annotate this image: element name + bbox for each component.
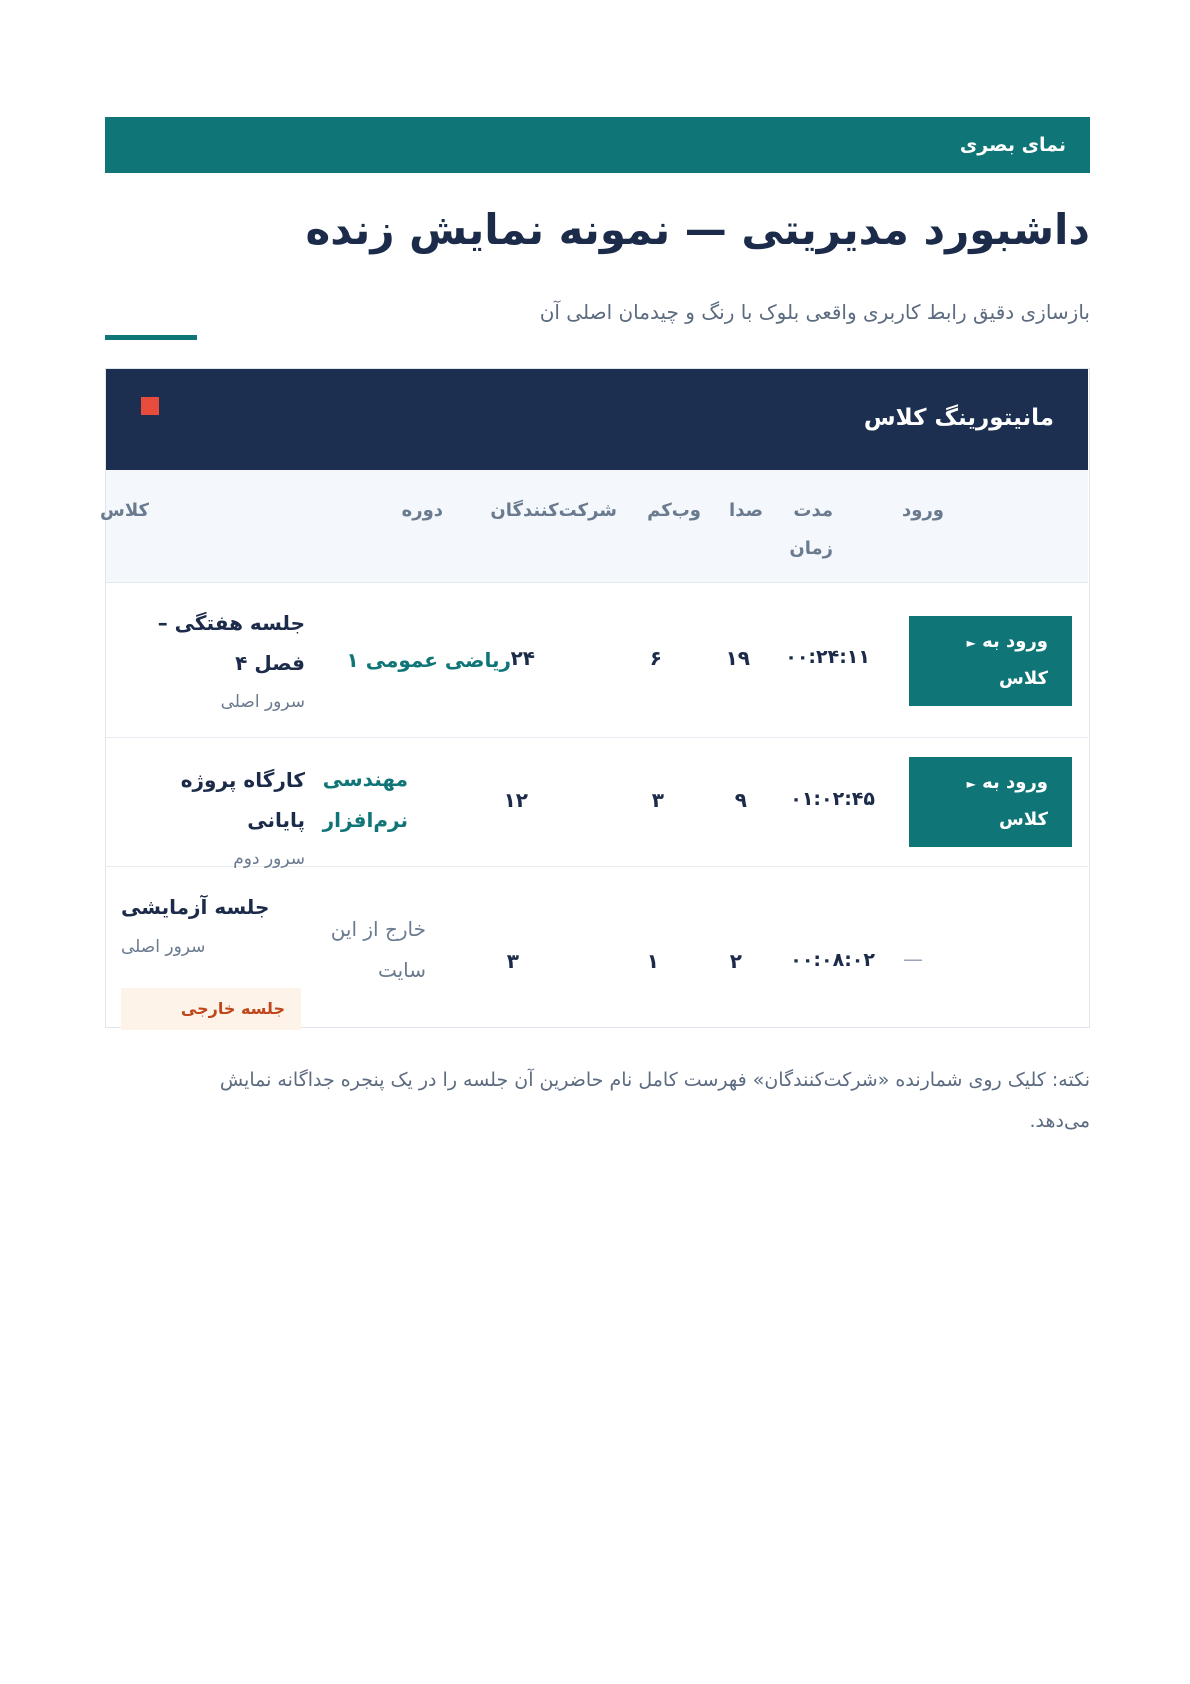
arrow-icon: ► (966, 777, 976, 791)
panel-header (106, 369, 1088, 470)
accent-divider (105, 335, 197, 340)
table-row (106, 867, 1088, 1029)
banner-label: نمای بصری (959, 134, 1066, 156)
participants-counter[interactable]: ۲۴ (510, 646, 535, 670)
class-name: جلسه آزمایشی (121, 895, 270, 919)
webcam-count: ۶ (649, 646, 662, 670)
table-header (100, 470, 1088, 583)
join-class-button[interactable]: ورود به ► کلاس (909, 616, 1072, 706)
audio-count: ۱۹ (725, 646, 750, 670)
webcam-count: ۱ (646, 949, 659, 973)
server-label: سرور دوم (233, 849, 305, 869)
session-duration: ۰۰:۲۴:۱۱ (785, 646, 870, 668)
page-subtitle: بازسازی دقیق رابط کاربری واقعی بلوک با رنگ و چیدمان اصلی آن (539, 300, 1090, 324)
class-name: جلسه هفتگی – فصل ۴ (157, 611, 305, 675)
column-header-webcam: وب‌کم (647, 500, 701, 521)
external-session-badge: جلسه خارجی (121, 988, 301, 1030)
class-cell (121, 760, 305, 878)
page-title: داشبورد مدیریتی — نمونه نمایش زنده (305, 205, 1090, 254)
table-row (106, 738, 1088, 867)
class-cell (121, 603, 305, 721)
webcam-count: ۳ (651, 788, 664, 812)
column-header-duration: مدت زمان (789, 500, 833, 559)
column-header-participants: شرکت‌کنندگان (490, 500, 617, 521)
server-label: سرور اصلی (220, 692, 305, 712)
panel-title: مانیتورینگ کلاس (863, 405, 1054, 431)
column-header-join: ورود (902, 500, 944, 521)
course-link[interactable]: ریاضی عمومی ۱ (346, 648, 511, 672)
arrow-icon: ► (966, 636, 976, 650)
column-header-class: کلاس (100, 500, 149, 521)
class-cell (121, 887, 305, 1037)
column-header-audio: صدا (729, 500, 763, 521)
audio-count: ۹ (734, 788, 747, 812)
participants-counter[interactable]: ۱۲ (503, 788, 528, 812)
join-unavailable: — (903, 947, 923, 971)
course-label: خارج از این سایت (330, 917, 426, 982)
session-duration: ۰۰:۰۸:۰۲ (790, 949, 875, 971)
join-class-button[interactable]: ورود به ► کلاس (909, 757, 1072, 847)
footnote: نکته: کلیک روی شمارنده «شرکت‌کنندگان» فهرست کامل نام حاضرین آن جلسه را در یک پنجره جداگانه نمایش می‌دهد. (219, 1069, 1090, 1132)
status-indicator-icon (141, 397, 159, 415)
class-monitoring-panel (100, 368, 1090, 1028)
session-duration: ۰۱:۰۲:۴۵ (790, 788, 875, 810)
server-label: سرور اصلی (121, 937, 206, 957)
column-header-course: دوره (401, 500, 443, 521)
course-link[interactable]: مهندسی نرم‌افزار (322, 767, 408, 832)
audio-count: ۲ (729, 949, 742, 973)
class-name: کارگاه پروژه پایانی (180, 768, 305, 832)
participants-counter[interactable]: ۳ (506, 949, 519, 973)
section-banner (105, 117, 1090, 173)
table-row (106, 583, 1088, 738)
